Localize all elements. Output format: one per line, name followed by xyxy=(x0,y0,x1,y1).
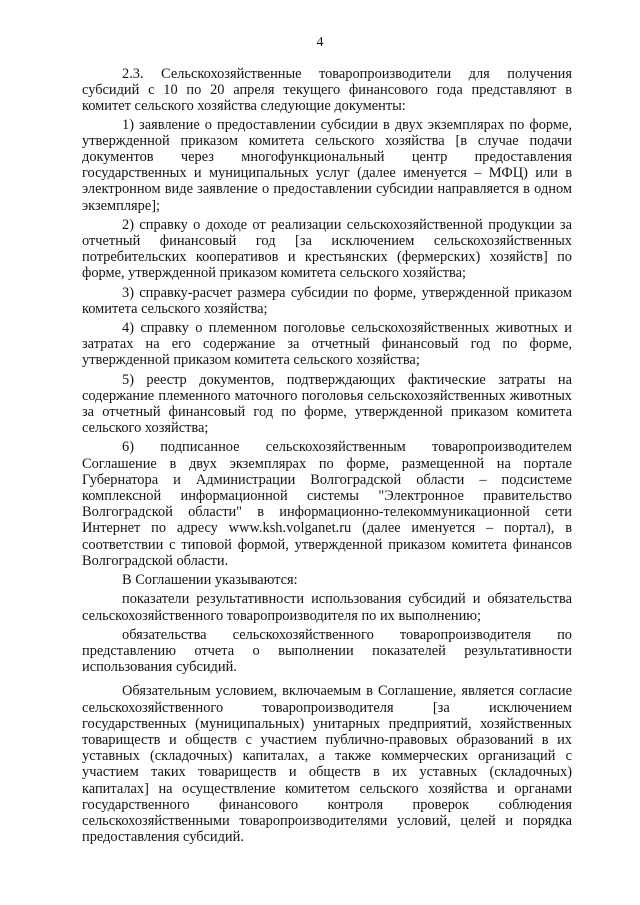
document-body xyxy=(82,66,572,845)
list-item-5-document-registry: 5) реестр документов, подтверждающих фактические затраты на содержание племенного маточного поголовья сельскохозяйственных животных за отчетный финансовый год по форме, утвержденной приказом комитета сельского хозяйства; xyxy=(82,371,572,437)
paragraph-section-2-3: 2.3. Сельскохозяйственные товаропроизводители для получения субсидий с 10 по 20 апреля текущего финансового года представляют в комитет сельского хозяйства следующие документы: xyxy=(82,66,572,115)
paragraph-performance-indicators: показатели результативности использования субсидий и обязательства сельскохозяйственного товаропроизводителя по их выполнению; xyxy=(82,591,572,624)
list-item-1-application: 1) заявление о предоставлении субсидии в двух экземплярах по форме, утвержденной приказом комитета сельского хозяйства [в случае подачи документов через многофункциональный центр предоставления государственных и муниципальных услуг (далее именуется – МФЦ) или в электронном виде заявление о предоставлении субсидии направляется в одном экземпляре]; xyxy=(82,116,572,214)
paragraph-agreement-contents: В Соглашении указываются: xyxy=(122,572,298,589)
list-item-6-agreement: 6) подписанное сельскохозяйственным товаропроизводителем Соглашение в двух экземплярах по форме, размещенной на портале Губернатора и Администрации Волгоградской области – подсистеме комплексной информационной системы "Электронное правительство Волгоградской области" в информационно-телекоммуникационной сети Интернет по адресу www.ksh.volganet.ru (далее именуется – портал), в соответствии с типовой формой, утвержденной приказом комитета финансов Волгоградской области. xyxy=(82,439,572,569)
paragraph-mandatory-condition: Обязательным условием, включаемым в Соглашение, является согласие сельскохозяйственного товаропроизводителя [за исключением государственных (муниципальных) унитарных предприятий, хозяйственных товариществ и обществ с участием публично-правовых образований в их уставных (складочных) капиталах, а также коммерческих организаций с участием таких товариществ и обществ в их уставных (складочных) капиталах] на осуществление комитетом сельского хозяйства и органами государственного финансового контроля проверок соблюдения сельскохозяйственными товаропроизводителями условий, целей и порядка предоставления субсидий. xyxy=(82,683,572,846)
list-item-4-breeding-stock: 4) справку о племенном поголовье сельскохозяйственных животных и затратах на его содержание за отчетный финансовый год по форме, утвержденной приказом комитета сельского хозяйства; xyxy=(82,320,572,369)
page-number: 4 xyxy=(316,35,324,50)
list-item-2-income-certificate: 2) справку о доходе от реализации сельскохозяйственной продукции за отчетный финансовый год [за исключением сельскохозяйственных потребительских кооперативов и крестьянских (фермерских) хозяйств] по форме, утвержденной приказом комитета сельского хозяйства; xyxy=(82,216,572,282)
list-item-3-calculation: 3) справку-расчет размера субсидии по форме, утвержденной приказом комитета сельского хозяйства; xyxy=(82,284,572,317)
paragraph-reporting-obligations: обязательства сельскохозяйственного товаропроизводителя по представлению отчета о выполнении показателей результативности использования субсидий. xyxy=(82,626,572,676)
